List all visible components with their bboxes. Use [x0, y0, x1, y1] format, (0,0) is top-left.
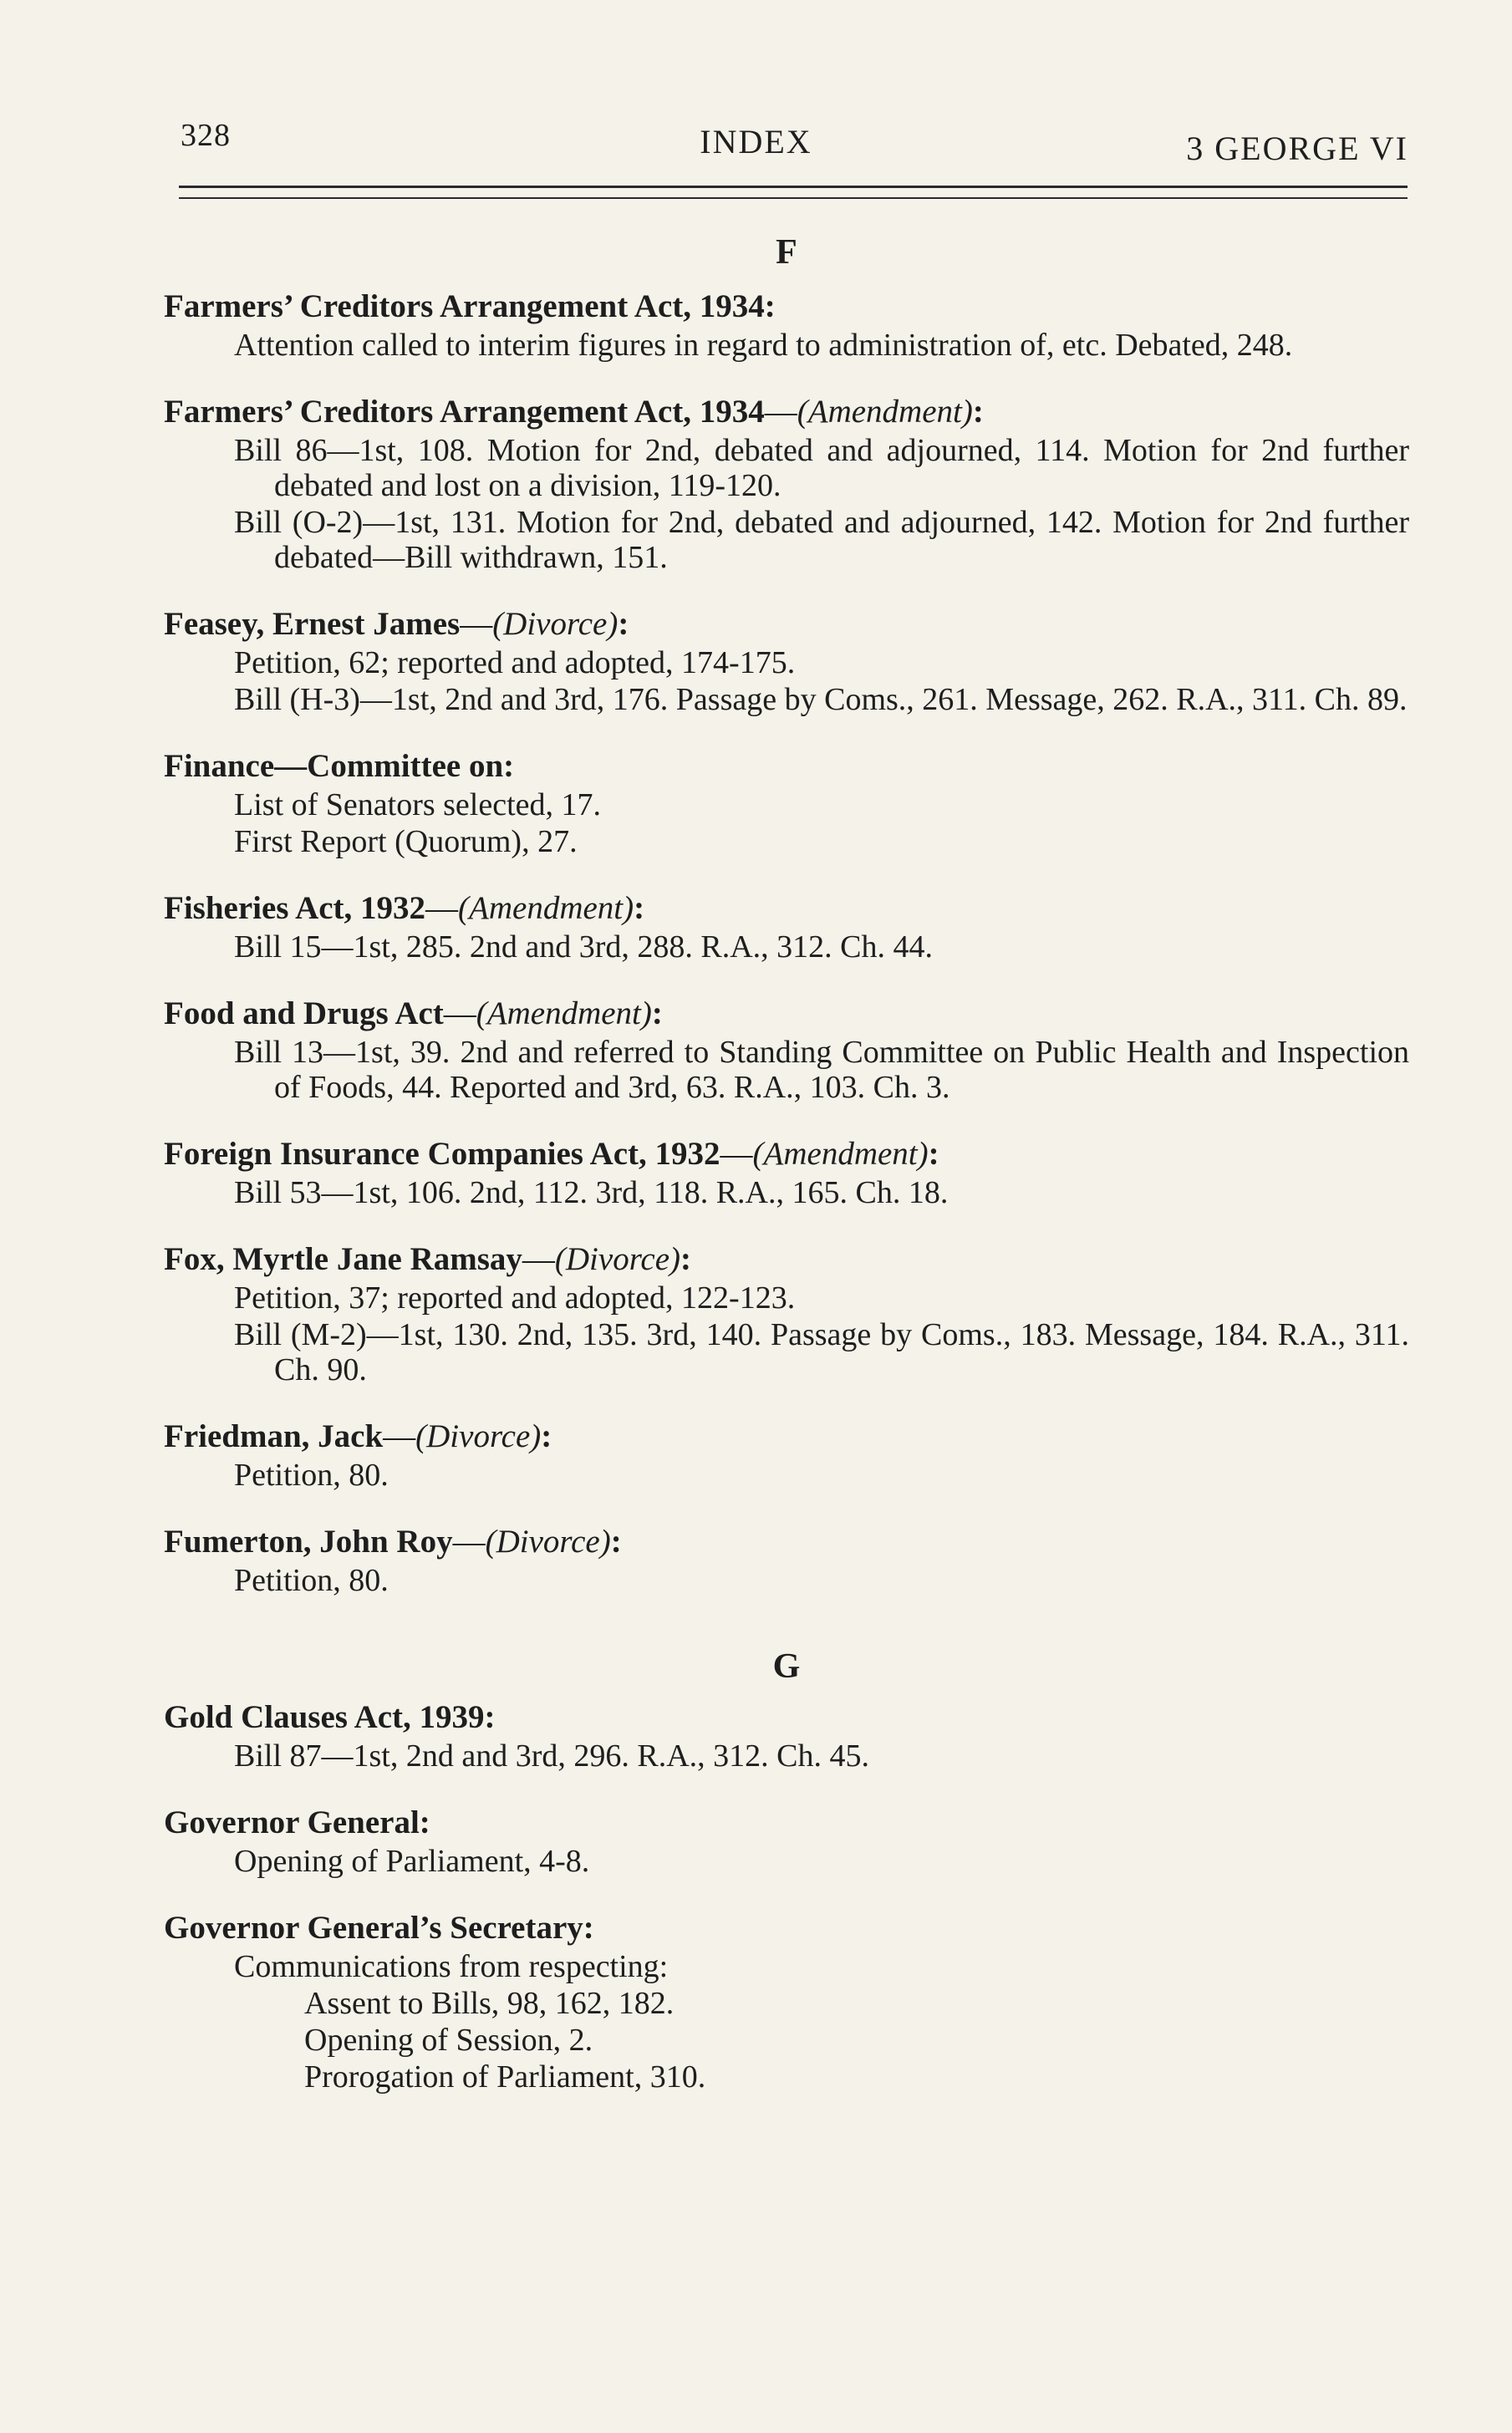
entry-heading-text: Governor General’s Secretary	[164, 1910, 583, 1946]
entry-heading-qualifier: (Divorce)	[492, 606, 619, 642]
entry-heading-qualifier: (Amendment)	[458, 890, 634, 926]
entry-heading-dash: —	[383, 1418, 416, 1454]
entry-heading-text: Feasey, Ernest James	[164, 606, 461, 642]
entry-heading-qualifier: (Divorce)	[554, 1241, 681, 1277]
entry-heading-dash: —	[452, 1524, 486, 1560]
index-entry	[164, 995, 1409, 1105]
entry-line: Bill 13—1st, 39. 2nd and referred to Standing Committee on Public Health and Inspection of Foods, 44. Reported and 3rd, 63. R.A., 103. Ch. 3.	[234, 1035, 1409, 1105]
index-entry	[164, 1240, 1409, 1387]
page-title: INDEX	[700, 123, 812, 160]
entry-line: Petition, 80.	[234, 1563, 389, 1598]
entry-heading-text: Food and Drugs Act	[164, 995, 444, 1031]
entry-heading-colon: :	[618, 606, 629, 642]
index-entry	[164, 1135, 1409, 1210]
entry-heading	[164, 1804, 1409, 1842]
entry-heading-colon: :	[419, 1804, 430, 1840]
index-entry	[164, 889, 1409, 965]
entry-heading-qualifier: (Amendment)	[476, 995, 652, 1031]
entry-heading-colon: :	[928, 1136, 939, 1172]
index-entry	[164, 1523, 1409, 1598]
entry-line: Petition, 37; reported and adopted, 122-123.	[234, 1280, 796, 1316]
entry-heading	[164, 393, 1409, 431]
entry-line: Bill 86—1st, 108. Motion for 2nd, debated and adjourned, 114. Motion for 2nd further debated and lost on a division, 119-120.	[234, 433, 1409, 503]
entry-heading-colon: :	[503, 748, 515, 784]
index-entry	[164, 393, 1409, 575]
entry-heading	[164, 995, 1409, 1033]
entry-heading-qualifier: (Divorce)	[485, 1524, 611, 1560]
entry-heading-dash: —	[720, 1136, 753, 1172]
entry-line: Bill (O-2)—1st, 131. Motion for 2nd, debated and adjourned, 142. Motion for 2nd further debated—Bill withdrawn, 151.	[234, 505, 1409, 575]
entry-heading-colon: :	[634, 890, 645, 926]
entry-heading-text: Governor General	[164, 1804, 420, 1840]
entry-heading-qualifier: (Amendment)	[797, 394, 973, 430]
index-entry	[164, 288, 1409, 363]
section-letter: G	[772, 1647, 801, 1686]
entry-heading-colon: :	[541, 1418, 552, 1454]
entry-line: Bill 15—1st, 285. 2nd and 3rd, 288. R.A., 312. Ch. 44.	[234, 929, 934, 965]
entry-heading-colon: :	[610, 1524, 622, 1560]
entry-heading	[164, 1418, 1409, 1456]
entry-heading-colon: :	[484, 1699, 496, 1735]
entry-heading-colon: :	[972, 394, 984, 430]
entry-heading	[164, 1909, 1409, 1947]
entry-heading-colon: :	[764, 288, 776, 324]
entry-subline: Assent to Bills, 98, 162, 182.	[304, 1986, 675, 2021]
entry-heading	[164, 1523, 1409, 1561]
entry-subline: Opening of Session, 2.	[304, 2023, 593, 2058]
entry-line: Petition, 80.	[234, 1458, 389, 1493]
entry-heading-dash: —	[764, 394, 797, 430]
entry-line: Communications from respecting:	[234, 1949, 669, 1984]
entry-heading-text: Farmers’ Creditors Arrangement Act, 1934	[164, 288, 765, 324]
entry-line: Attention called to interim figures in regard to administration of, etc. Debated, 248.	[234, 328, 1293, 363]
entry-heading-text: Fox, Myrtle Jane Ramsay	[164, 1241, 522, 1277]
entry-heading	[164, 605, 1409, 644]
index-entry	[164, 605, 1409, 717]
session-label: 3 GEORGE VI	[1186, 130, 1408, 167]
index-entry	[164, 1804, 1409, 1879]
entry-line: Bill (M-2)—1st, 130. 2nd, 135. 3rd, 140. Passage by Coms., 183. Message, 184. R.A., 311. Ch. 90.	[234, 1317, 1409, 1387]
section-letter: F	[776, 233, 797, 272]
index-entry	[164, 747, 1409, 859]
entry-heading-text: Finance—Committee on	[164, 748, 504, 784]
entry-line: Opening of Parliament, 4-8.	[234, 1844, 590, 1879]
entry-heading-text: Fisheries Act, 1932	[164, 890, 426, 926]
entry-heading-dash: —	[522, 1241, 555, 1277]
entry-line: Bill 53—1st, 106. 2nd, 112. 3rd, 118. R.A., 165. Ch. 18.	[234, 1175, 949, 1210]
running-head	[0, 117, 1512, 167]
index-entry	[164, 1418, 1409, 1493]
entry-line: Bill 87—1st, 2nd and 3rd, 296. R.A., 312. Ch. 45.	[234, 1738, 870, 1774]
entry-heading	[164, 1240, 1409, 1279]
entry-heading	[164, 1135, 1409, 1173]
entry-heading-text: Fumerton, John Roy	[164, 1524, 453, 1560]
entry-heading-colon: :	[583, 1910, 594, 1946]
entry-heading-text: Farmers’ Creditors Arrangement Act, 1934	[164, 394, 765, 430]
page-number: 328	[181, 118, 231, 153]
entry-heading-dash: —	[443, 995, 476, 1031]
entry-line: Petition, 62; reported and adopted, 174-175.	[234, 645, 796, 680]
entry-heading-dash: —	[460, 606, 493, 642]
entry-heading-text: Friedman, Jack	[164, 1418, 384, 1454]
index-content	[164, 226, 1409, 2125]
header-rule-thin	[179, 197, 1408, 199]
entry-line: Bill (H-3)—1st, 2nd and 3rd, 176. Passage by Coms., 261. Message, 262. R.A., 311. Ch. 89.	[234, 682, 1408, 717]
entry-heading-dash: —	[425, 890, 459, 926]
entry-heading-qualifier: (Amendment)	[752, 1136, 929, 1172]
header-rule	[179, 186, 1408, 188]
entry-heading-text: Gold Clauses Act, 1939	[164, 1699, 485, 1735]
entry-heading-text: Foreign Insurance Companies Act, 1932	[164, 1136, 720, 1172]
entry-heading-colon: :	[651, 995, 663, 1031]
entry-heading	[164, 288, 1409, 326]
entry-heading	[164, 747, 1409, 786]
entry-heading	[164, 889, 1409, 928]
entry-line: First Report (Quorum), 27.	[234, 824, 578, 859]
entry-heading	[164, 1698, 1409, 1737]
entry-line: List of Senators selected, 17.	[234, 787, 602, 822]
entry-heading-qualifier: (Divorce)	[415, 1418, 542, 1454]
index-entry	[164, 1909, 1409, 2095]
index-entry	[164, 1698, 1409, 1774]
entry-subline: Prorogation of Parliament, 310.	[304, 2059, 706, 2095]
entry-heading-colon: :	[680, 1241, 692, 1277]
